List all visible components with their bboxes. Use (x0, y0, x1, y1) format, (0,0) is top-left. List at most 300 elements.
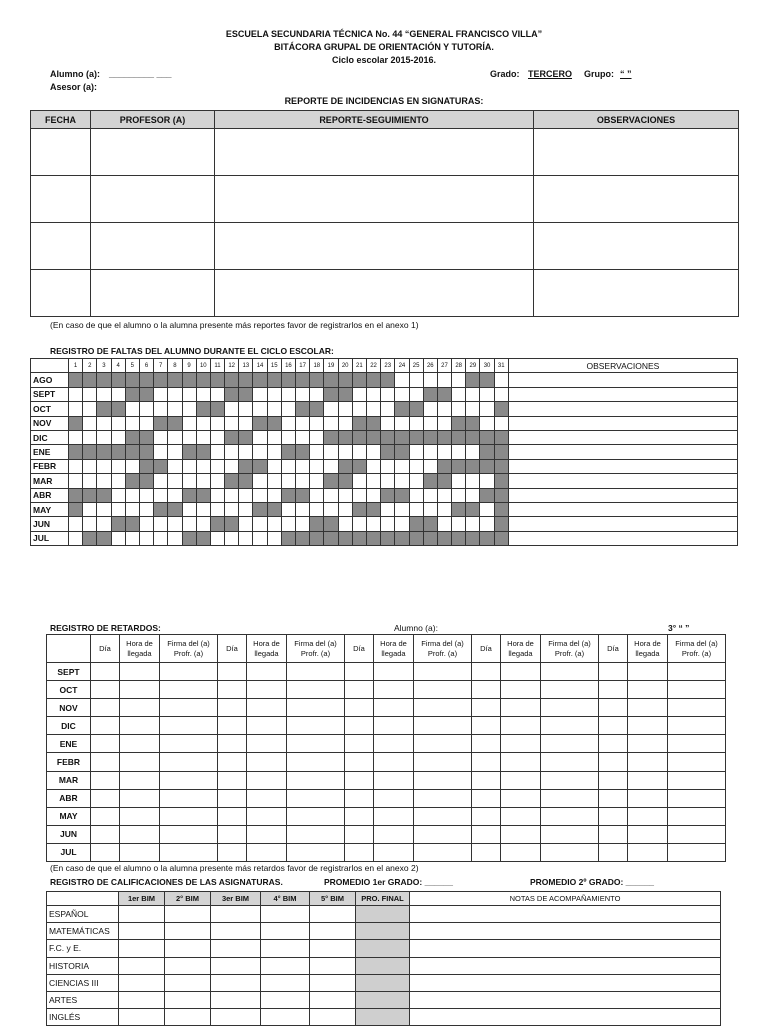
absence-cell[interactable] (253, 531, 267, 545)
absence-cell[interactable] (168, 531, 182, 545)
absence-cell[interactable] (366, 517, 380, 531)
absence-cell[interactable] (239, 488, 253, 502)
absence-cell[interactable] (239, 416, 253, 430)
absence-cell[interactable] (310, 502, 324, 516)
retardo-cell[interactable] (160, 789, 218, 807)
faltas-observaciones-cell[interactable] (508, 430, 737, 444)
absence-cell[interactable] (324, 459, 338, 473)
grade-cell[interactable] (261, 940, 310, 957)
retardo-cell[interactable] (541, 717, 599, 735)
retardo-cell[interactable] (541, 843, 599, 861)
retardo-cell[interactable] (160, 843, 218, 861)
absence-cell[interactable] (267, 445, 281, 459)
absence-cell[interactable] (381, 474, 395, 488)
retardo-cell[interactable] (91, 843, 120, 861)
retardo-cell[interactable] (247, 663, 287, 681)
retardo-cell[interactable] (472, 771, 501, 789)
retardo-cell[interactable] (247, 753, 287, 771)
absence-cell[interactable] (395, 517, 409, 531)
absence-cell[interactable] (97, 459, 111, 473)
retardo-cell[interactable] (501, 825, 541, 843)
retardo-cell[interactable] (91, 771, 120, 789)
absence-cell[interactable] (267, 387, 281, 401)
retardo-cell[interactable] (91, 681, 120, 699)
absence-cell[interactable] (168, 488, 182, 502)
retardo-cell[interactable] (628, 717, 668, 735)
incidencias-cell[interactable] (91, 270, 215, 317)
retardo-cell[interactable] (668, 699, 726, 717)
absence-cell[interactable] (225, 531, 239, 545)
absence-cell[interactable] (452, 387, 466, 401)
retardo-cell[interactable] (160, 717, 218, 735)
absence-cell[interactable] (423, 445, 437, 459)
absence-cell[interactable] (239, 502, 253, 516)
absence-cell[interactable] (310, 488, 324, 502)
retardo-cell[interactable] (414, 717, 472, 735)
retardo-cell[interactable] (472, 699, 501, 717)
retardo-cell[interactable] (287, 807, 345, 825)
retardo-cell[interactable] (374, 843, 414, 861)
retardo-cell[interactable] (541, 681, 599, 699)
absence-cell[interactable] (253, 387, 267, 401)
retardo-cell[interactable] (345, 789, 374, 807)
retardo-cell[interactable] (599, 753, 628, 771)
absence-cell[interactable] (111, 502, 125, 516)
faltas-observaciones-cell[interactable] (508, 387, 737, 401)
absence-cell[interactable] (154, 445, 168, 459)
retardo-cell[interactable] (218, 843, 247, 861)
absence-cell[interactable] (352, 445, 366, 459)
absence-cell[interactable] (225, 416, 239, 430)
retardo-cell[interactable] (414, 663, 472, 681)
retardo-cell[interactable] (345, 735, 374, 753)
retardo-cell[interactable] (160, 825, 218, 843)
absence-cell[interactable] (253, 445, 267, 459)
absence-cell[interactable] (480, 502, 494, 516)
incidencias-cell[interactable] (534, 129, 739, 176)
faltas-observaciones-cell[interactable] (508, 517, 737, 531)
retardo-cell[interactable] (472, 753, 501, 771)
absence-cell[interactable] (83, 474, 97, 488)
retardo-cell[interactable] (472, 681, 501, 699)
absence-cell[interactable] (423, 502, 437, 516)
retardo-cell[interactable] (628, 681, 668, 699)
absence-cell[interactable] (196, 459, 210, 473)
absence-cell[interactable] (366, 459, 380, 473)
final-average-cell[interactable] (356, 906, 410, 923)
absence-cell[interactable] (239, 445, 253, 459)
retardo-cell[interactable] (472, 663, 501, 681)
absence-cell[interactable] (310, 387, 324, 401)
retardo-cell[interactable] (599, 681, 628, 699)
absence-cell[interactable] (366, 474, 380, 488)
absence-cell[interactable] (352, 402, 366, 416)
retardo-cell[interactable] (414, 843, 472, 861)
notes-cell[interactable] (410, 1009, 721, 1026)
grade-cell[interactable] (261, 974, 310, 991)
retardo-cell[interactable] (628, 843, 668, 861)
final-average-cell[interactable] (356, 957, 410, 974)
absence-cell[interactable] (267, 531, 281, 545)
absence-cell[interactable] (83, 502, 97, 516)
absence-cell[interactable] (125, 488, 139, 502)
grade-cell[interactable] (119, 1009, 165, 1026)
absence-cell[interactable] (381, 416, 395, 430)
faltas-observaciones-cell[interactable] (508, 373, 737, 387)
retardo-cell[interactable] (541, 663, 599, 681)
absence-cell[interactable] (111, 488, 125, 502)
retardo-cell[interactable] (668, 771, 726, 789)
retardo-cell[interactable] (501, 681, 541, 699)
absence-cell[interactable] (466, 387, 480, 401)
promedio-2-field[interactable]: PROMEDIO 2º GRADO: ______ (530, 877, 655, 887)
absence-cell[interactable] (253, 488, 267, 502)
absence-cell[interactable] (437, 416, 451, 430)
absence-cell[interactable] (168, 445, 182, 459)
faltas-observaciones-cell[interactable] (508, 531, 737, 545)
retardo-cell[interactable] (628, 807, 668, 825)
faltas-observaciones-cell[interactable] (508, 445, 737, 459)
grade-cell[interactable] (119, 991, 165, 1008)
retardo-cell[interactable] (91, 663, 120, 681)
retardo-cell[interactable] (374, 663, 414, 681)
retardo-cell[interactable] (91, 807, 120, 825)
absence-cell[interactable] (168, 459, 182, 473)
retardo-cell[interactable] (668, 717, 726, 735)
incidencias-cell[interactable] (31, 270, 91, 317)
absence-cell[interactable] (366, 402, 380, 416)
absence-cell[interactable] (494, 416, 508, 430)
absence-cell[interactable] (409, 488, 423, 502)
absence-cell[interactable] (196, 416, 210, 430)
absence-cell[interactable] (267, 402, 281, 416)
retardo-cell[interactable] (374, 807, 414, 825)
retardo-cell[interactable] (91, 699, 120, 717)
retardo-cell[interactable] (218, 753, 247, 771)
retardo-cell[interactable] (247, 717, 287, 735)
retardo-cell[interactable] (374, 681, 414, 699)
absence-cell[interactable] (210, 445, 224, 459)
absence-cell[interactable] (480, 402, 494, 416)
retardo-cell[interactable] (668, 843, 726, 861)
incidencias-cell[interactable] (534, 270, 739, 317)
absence-cell[interactable] (267, 459, 281, 473)
absence-cell[interactable] (210, 416, 224, 430)
absence-cell[interactable] (452, 445, 466, 459)
absence-cell[interactable] (267, 488, 281, 502)
grupo-field[interactable]: “ ” (620, 69, 632, 79)
incidencias-cell[interactable] (215, 176, 534, 223)
retardo-cell[interactable] (218, 825, 247, 843)
incidencias-cell[interactable] (534, 223, 739, 270)
absence-cell[interactable] (111, 430, 125, 444)
retardo-cell[interactable] (668, 789, 726, 807)
retardo-cell[interactable] (599, 843, 628, 861)
retardo-cell[interactable] (160, 681, 218, 699)
retardo-cell[interactable] (287, 825, 345, 843)
retardo-cell[interactable] (668, 735, 726, 753)
retardo-cell[interactable] (628, 825, 668, 843)
retardo-cell[interactable] (218, 681, 247, 699)
absence-cell[interactable] (196, 474, 210, 488)
incidencias-cell[interactable] (91, 176, 215, 223)
absence-cell[interactable] (437, 373, 451, 387)
absence-cell[interactable] (168, 430, 182, 444)
retardo-cell[interactable] (160, 699, 218, 717)
retardo-cell[interactable] (247, 771, 287, 789)
retardo-cell[interactable] (345, 717, 374, 735)
retardo-cell[interactable] (472, 825, 501, 843)
absence-cell[interactable] (366, 445, 380, 459)
absence-cell[interactable] (452, 474, 466, 488)
incidencias-cell[interactable] (91, 129, 215, 176)
absence-cell[interactable] (437, 402, 451, 416)
absence-cell[interactable] (296, 416, 310, 430)
absence-cell[interactable] (239, 517, 253, 531)
retardo-cell[interactable] (287, 717, 345, 735)
grade-cell[interactable] (165, 940, 211, 957)
absence-cell[interactable] (437, 488, 451, 502)
absence-cell[interactable] (210, 387, 224, 401)
grade-cell[interactable] (211, 1009, 261, 1026)
faltas-observaciones-cell[interactable] (508, 402, 737, 416)
grade-cell[interactable] (310, 957, 356, 974)
absence-cell[interactable] (225, 402, 239, 416)
absence-cell[interactable] (437, 517, 451, 531)
absence-cell[interactable] (338, 416, 352, 430)
retardo-cell[interactable] (247, 735, 287, 753)
retardo-cell[interactable] (287, 843, 345, 861)
absence-cell[interactable] (182, 416, 196, 430)
retardo-cell[interactable] (501, 663, 541, 681)
retardo-cell[interactable] (247, 807, 287, 825)
faltas-observaciones-cell[interactable] (508, 459, 737, 473)
retardo-cell[interactable] (345, 663, 374, 681)
absence-cell[interactable] (83, 459, 97, 473)
absence-cell[interactable] (423, 402, 437, 416)
retardo-cell[interactable] (668, 681, 726, 699)
retardo-cell[interactable] (472, 807, 501, 825)
absence-cell[interactable] (281, 517, 295, 531)
incidencias-cell[interactable] (91, 223, 215, 270)
retardo-cell[interactable] (247, 789, 287, 807)
absence-cell[interactable] (97, 416, 111, 430)
absence-cell[interactable] (125, 502, 139, 516)
retardo-cell[interactable] (541, 753, 599, 771)
final-average-cell[interactable] (356, 1009, 410, 1026)
retardo-cell[interactable] (599, 825, 628, 843)
absence-cell[interactable] (139, 517, 153, 531)
notes-cell[interactable] (410, 940, 721, 957)
absence-cell[interactable] (452, 488, 466, 502)
absence-cell[interactable] (437, 445, 451, 459)
absence-cell[interactable] (239, 402, 253, 416)
notes-cell[interactable] (410, 957, 721, 974)
absence-cell[interactable] (196, 430, 210, 444)
grado-field[interactable]: TERCERO (528, 69, 573, 79)
absence-cell[interactable] (381, 402, 395, 416)
absence-cell[interactable] (296, 474, 310, 488)
retardo-cell[interactable] (91, 789, 120, 807)
absence-cell[interactable] (338, 502, 352, 516)
absence-cell[interactable] (395, 416, 409, 430)
absence-cell[interactable] (452, 517, 466, 531)
retardo-cell[interactable] (247, 681, 287, 699)
absence-cell[interactable] (225, 502, 239, 516)
absence-cell[interactable] (225, 459, 239, 473)
retardo-cell[interactable] (160, 735, 218, 753)
final-average-cell[interactable] (356, 991, 410, 1008)
retardo-cell[interactable] (287, 789, 345, 807)
retardo-cell[interactable] (599, 789, 628, 807)
retardo-cell[interactable] (120, 789, 160, 807)
retardo-cell[interactable] (345, 681, 374, 699)
absence-cell[interactable] (225, 445, 239, 459)
absence-cell[interactable] (352, 517, 366, 531)
absence-cell[interactable] (210, 488, 224, 502)
absence-cell[interactable] (423, 459, 437, 473)
grade-cell[interactable] (119, 923, 165, 940)
retardo-cell[interactable] (414, 681, 472, 699)
retardo-cell[interactable] (541, 789, 599, 807)
absence-cell[interactable] (196, 502, 210, 516)
absence-cell[interactable] (310, 416, 324, 430)
absence-cell[interactable] (409, 502, 423, 516)
absence-cell[interactable] (168, 402, 182, 416)
retardo-cell[interactable] (414, 699, 472, 717)
absence-cell[interactable] (69, 531, 83, 545)
grade-cell[interactable] (165, 1009, 211, 1026)
absence-cell[interactable] (210, 459, 224, 473)
retardo-cell[interactable] (414, 735, 472, 753)
retardo-cell[interactable] (345, 771, 374, 789)
absence-cell[interactable] (97, 517, 111, 531)
absence-cell[interactable] (83, 387, 97, 401)
absence-cell[interactable] (324, 502, 338, 516)
grade-cell[interactable] (261, 1009, 310, 1026)
final-average-cell[interactable] (356, 974, 410, 991)
retardo-cell[interactable] (541, 825, 599, 843)
incidencias-cell[interactable] (31, 223, 91, 270)
absence-cell[interactable] (423, 373, 437, 387)
final-average-cell[interactable] (356, 940, 410, 957)
retardo-cell[interactable] (345, 753, 374, 771)
retardo-cell[interactable] (374, 699, 414, 717)
absence-cell[interactable] (97, 387, 111, 401)
absence-cell[interactable] (296, 387, 310, 401)
absence-cell[interactable] (154, 402, 168, 416)
retardo-cell[interactable] (120, 825, 160, 843)
absence-cell[interactable] (125, 402, 139, 416)
retardo-cell[interactable] (374, 825, 414, 843)
absence-cell[interactable] (381, 387, 395, 401)
absence-cell[interactable] (111, 387, 125, 401)
absence-cell[interactable] (409, 474, 423, 488)
absence-cell[interactable] (125, 459, 139, 473)
absence-cell[interactable] (253, 430, 267, 444)
retardo-cell[interactable] (287, 735, 345, 753)
absence-cell[interactable] (338, 445, 352, 459)
incidencias-cell[interactable] (534, 176, 739, 223)
absence-cell[interactable] (381, 459, 395, 473)
absence-cell[interactable] (494, 373, 508, 387)
grade-cell[interactable] (119, 957, 165, 974)
absence-cell[interactable] (97, 430, 111, 444)
absence-cell[interactable] (338, 517, 352, 531)
retardo-cell[interactable] (472, 717, 501, 735)
absence-cell[interactable] (210, 430, 224, 444)
absence-cell[interactable] (69, 387, 83, 401)
absence-cell[interactable] (69, 474, 83, 488)
absence-cell[interactable] (296, 430, 310, 444)
absence-cell[interactable] (168, 517, 182, 531)
retardo-cell[interactable] (628, 663, 668, 681)
retardo-cell[interactable] (287, 681, 345, 699)
absence-cell[interactable] (352, 488, 366, 502)
retardo-cell[interactable] (374, 789, 414, 807)
absence-cell[interactable] (466, 445, 480, 459)
absence-cell[interactable] (253, 517, 267, 531)
absence-cell[interactable] (97, 474, 111, 488)
absence-cell[interactable] (324, 402, 338, 416)
absence-cell[interactable] (494, 387, 508, 401)
retardo-cell[interactable] (668, 807, 726, 825)
absence-cell[interactable] (296, 517, 310, 531)
absence-cell[interactable] (253, 474, 267, 488)
retardo-cell[interactable] (218, 789, 247, 807)
absence-cell[interactable] (423, 416, 437, 430)
absence-cell[interactable] (423, 488, 437, 502)
absence-cell[interactable] (352, 387, 366, 401)
retardo-cell[interactable] (218, 807, 247, 825)
absence-cell[interactable] (182, 430, 196, 444)
absence-cell[interactable] (338, 402, 352, 416)
absence-cell[interactable] (281, 502, 295, 516)
retardo-cell[interactable] (541, 807, 599, 825)
faltas-observaciones-cell[interactable] (508, 416, 737, 430)
grade-cell[interactable] (165, 906, 211, 923)
absence-cell[interactable] (409, 445, 423, 459)
retardo-cell[interactable] (120, 807, 160, 825)
absence-cell[interactable] (296, 502, 310, 516)
incidencias-cell[interactable] (31, 176, 91, 223)
retardo-cell[interactable] (599, 735, 628, 753)
grade-cell[interactable] (165, 974, 211, 991)
retardo-cell[interactable] (345, 825, 374, 843)
retardo-cell[interactable] (599, 771, 628, 789)
notes-cell[interactable] (410, 906, 721, 923)
retardo-cell[interactable] (501, 807, 541, 825)
absence-cell[interactable] (281, 474, 295, 488)
grade-cell[interactable] (261, 991, 310, 1008)
absence-cell[interactable] (381, 517, 395, 531)
retardo-cell[interactable] (501, 771, 541, 789)
retardo-cell[interactable] (287, 663, 345, 681)
grade-cell[interactable] (310, 906, 356, 923)
notes-cell[interactable] (410, 974, 721, 991)
retardo-cell[interactable] (120, 681, 160, 699)
notes-cell[interactable] (410, 923, 721, 940)
retardo-cell[interactable] (628, 735, 668, 753)
absence-cell[interactable] (196, 517, 210, 531)
retardo-cell[interactable] (247, 825, 287, 843)
grade-cell[interactable] (211, 923, 261, 940)
grade-cell[interactable] (310, 923, 356, 940)
absence-cell[interactable] (409, 387, 423, 401)
absence-cell[interactable] (310, 459, 324, 473)
retardo-cell[interactable] (345, 843, 374, 861)
absence-cell[interactable] (139, 416, 153, 430)
